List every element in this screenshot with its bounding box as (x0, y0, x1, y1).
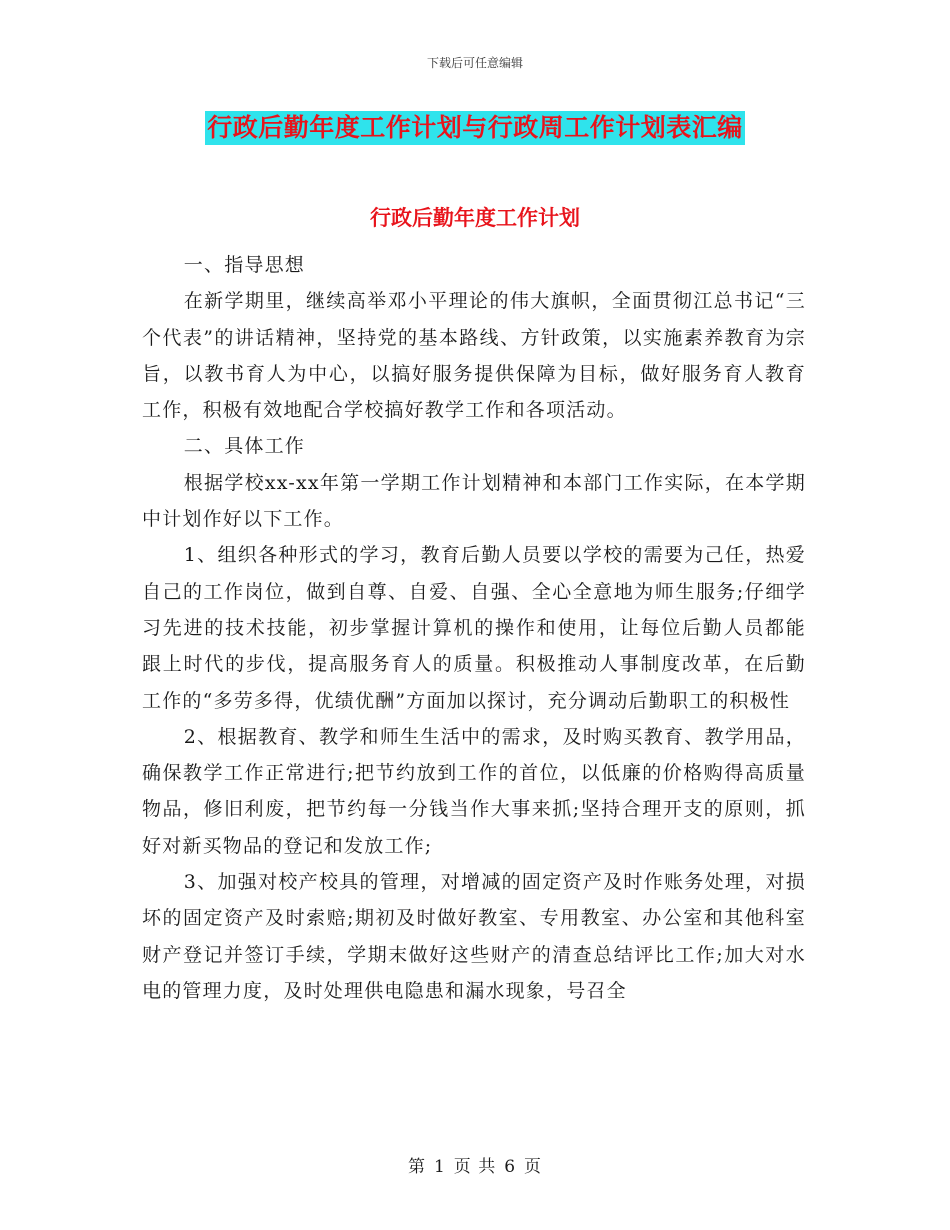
document-title: 行政后勤年度工作计划与行政周工作计划表汇编 (205, 111, 745, 145)
page-footer (0, 1152, 950, 1177)
footer-prefix: 第 (407, 1157, 426, 1177)
section-title: 行政后勤年度工作计划 (370, 205, 580, 230)
total-pages-number: 6 (504, 1157, 517, 1177)
paragraph: 根据学校xx-xx年第一学期工作计划精神和本部门工作实际，在本学期中计划作好以下工作。 (142, 471, 806, 531)
footer-middle: 页 共 (453, 1157, 497, 1177)
paragraph: 3、加强对校产校具的管理，对增减的固定资产及时作账务处理，对损坏的固定资产及时索赔;期初及时做好教室、专用教室、办公室和其他科室财产登记并签订手续，学期末做好这些财产的清查总结评比工作;加大对水电的管理力度，及时处理供电隐患和漏水现象，号召全 (142, 871, 806, 1002)
current-page-number: 1 (433, 1157, 446, 1177)
heading-guiding-ideology: 一、指导思想 (183, 254, 305, 276)
heading-specific-work: 二、具体工作 (183, 435, 305, 458)
header-note: 下载后可任意编辑 (426, 56, 523, 70)
main-title-wrap (0, 111, 950, 145)
paragraph: 1、组织各种形式的学习，教育后勤人员要以学校的需要为己任，热爱自己的工作岗位，做到自尊、自爱、自强、全心全意地为师生服务;仔细学习先进的技术技能，初步掌握计算机的操作和使用，让每位后勤人员都能跟上时代的步伐，提高服务育人的质量。积极推动人事制度改革，在后勤工作的“多劳多得，优绩优酬”方面加以探讨，充分调动后勤职工的积极性 (142, 544, 806, 712)
footer-suffix: 页 (524, 1157, 543, 1177)
paragraph: 2、根据教育、教学和师生生活中的需求，及时购买教育、教学用品，确保教学工作正常进行;把节约放到工作的首位，以低廉的价格购得高质量物品，修旧利废，把节约每一分钱当作大事来抓;坚持合理开支的原则，抓好对新买物品的登记和发放工作; (142, 725, 806, 857)
paragraph: 在新学期里，继续高举邓小平理论的伟大旗帜，全面贯彻江总书记“三个代表”的讲话精神，坚持党的基本路线、方针政策，以实施素养教育为宗旨，以教书育人为中心，以搞好服务提供保障为目标，做好服务育人教育工作，积极有效地配合学校搞好教学工作和各项活动。 (142, 290, 806, 422)
document-body (142, 247, 806, 1009)
